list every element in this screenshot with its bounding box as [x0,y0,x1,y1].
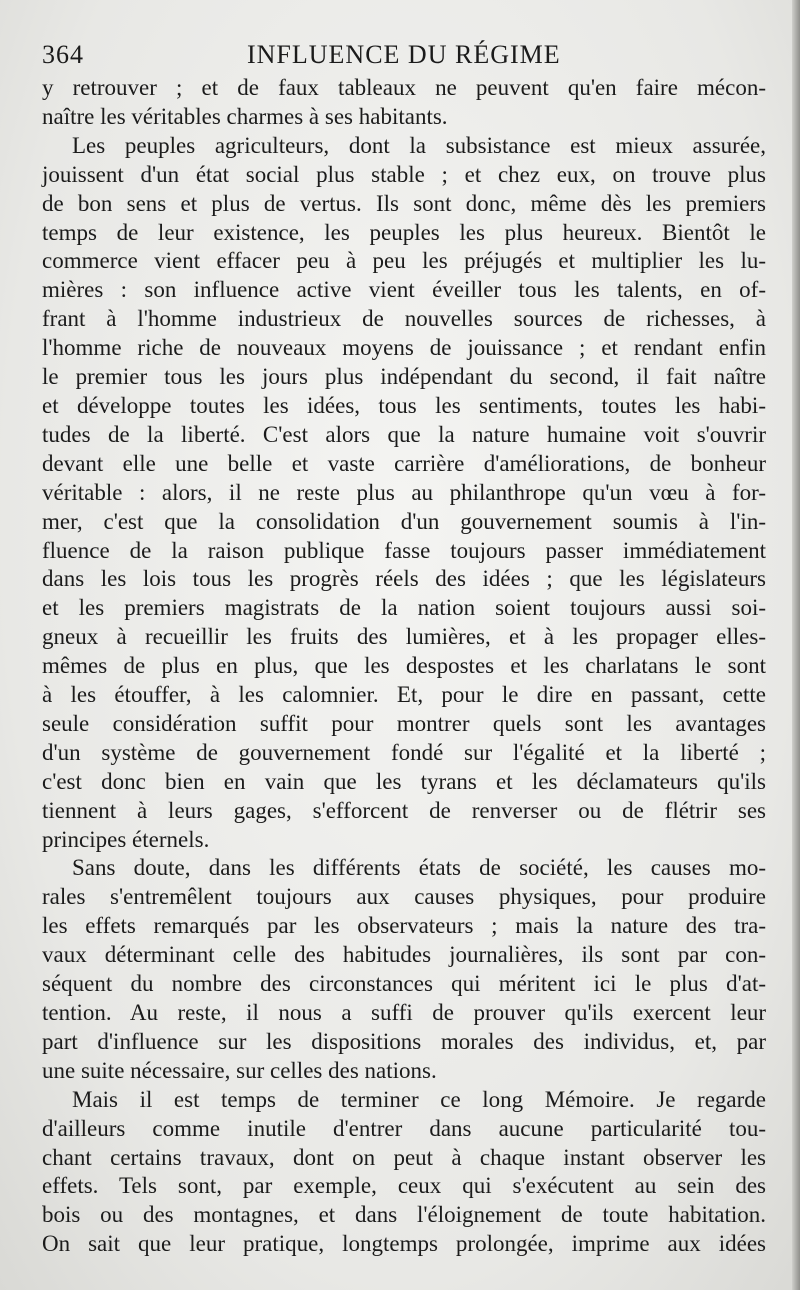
text-line: y retrouver ; et de faux tableaux ne peuvent qu'en faire mécon- [42,75,766,100]
text-line: gneux à recueillir les fruits des lumières, et à les propager elles- [42,624,766,650]
page-header [42,38,766,74]
text-line: Les peuples agriculteurs, dont la subsistance est mieux assurée, [72,132,766,158]
text-line: d'un système de gouvernement fondé sur l'égalité et la liberté ; [42,739,766,765]
text-line: fluence de la raison publique fasse toujours passer immédiatement [42,537,766,563]
text-line: commerce vient effacer peu à peu les préjugés et multiplier les lu- [42,248,766,274]
text-line: vaux déterminant celle des habitudes journalières, ils sont par con- [42,942,766,968]
text-line: bois ou des montagnes, et dans l'éloignement de toute habitation. [42,1202,766,1228]
text-line: d'ailleurs comme inutile d'entrer dans aucune particularité tou- [42,1115,766,1141]
body-text [42,74,766,1259]
text-line: mêmes de plus en plus, que les despostes et les charlatans le sont [42,653,766,679]
text-line: tiennent à leurs gages, s'efforcent de renverser ou de flétrir ses [42,797,766,823]
text-line: Sans doute, dans les différents états de société, les causes mo- [72,855,766,881]
text-line: et les premiers magistrats de la nation soient toujours aussi soi- [42,595,766,621]
text-line: chant certains travaux, dont on peut à chaque instant observer les [42,1144,766,1170]
paragraph [42,854,766,1085]
text-line: le premier tous les jours plus indépendant du second, il fait naître [42,364,766,390]
text-line: mer, c'est que la consolidation d'un gouvernement soumis à l'in- [42,508,766,534]
text-line: Mais il est temps de terminer ce long Mémoire. Je regarde [72,1086,766,1112]
text-line: seule considération suffit pour montrer quels sont les avantages [42,710,766,736]
text-line: effets. Tels sont, par exemple, ceux qui s'exécutent au sein des [42,1173,766,1199]
paragraph [42,74,766,132]
text-line: les effets remarqués par les observateurs ; mais la nature des tra- [42,913,766,939]
text-line: frant à l'homme industrieux de nouvelles sources de richesses, à [42,306,766,332]
text-line: dans les lois tous les progrès réels des idées ; que les législateurs [42,566,766,592]
text-line: tudes de la liberté. C'est alors que la nature humaine voit s'ouvrir [42,421,766,447]
page-number: 364 [42,40,84,69]
text-line: tention. Au reste, il nous a suffi de prouver qu'ils exercent leur [42,1000,766,1025]
text-line: naître les véritables charmes à ses habitants. [42,103,448,129]
text-line: véritable : alors, il ne reste plus au philanthrope qu'un vœu à for- [42,479,766,505]
text-line: devant elle une belle et vaste carrière d'améliorations, de bonheur [42,450,766,476]
running-title: INFLUENCE DU RÉGIME [247,40,561,69]
text-line: part d'influence sur les dispositions morales des individus, et, par [42,1028,766,1054]
text-line: On sait que leur pratique, longtemps prolongée, imprime aux idées [42,1231,766,1257]
page-spine-shadow [792,0,800,1290]
paragraph [42,132,766,855]
text-line: à les étouffer, à les calomnier. Et, pour le dire en passant, cette [42,682,766,708]
text-line: de bon sens et plus de vertus. Ils sont donc, même dès les premiers [42,190,766,216]
text-line: séquent du nombre des circonstances qui méritent ici le plus d'at- [42,971,766,997]
text-line: l'homme riche de nouveaux moyens de jouissance ; et rendant enfin [42,335,766,361]
paragraph [42,1086,766,1259]
text-line: une suite nécessaire, sur celles des nations. [42,1057,437,1083]
text-line: rales s'entremêlent toujours aux causes physiques, pour produire [42,884,766,910]
text-line: temps de leur existence, les peuples les plus heureux. Bientôt le [42,219,766,245]
text-line: et développe toutes les idées, tous les sentiments, toutes les habi- [42,392,766,418]
text-line: jouissent d'un état social plus stable ; et chez eux, on trouve plus [42,161,766,187]
text-line: c'est donc bien en vain que les tyrans et les déclamateurs qu'ils [42,768,766,794]
text-line: principes éternels. [42,826,210,852]
text-line: mières : son influence active vient éveiller tous les talents, en of- [42,277,766,303]
